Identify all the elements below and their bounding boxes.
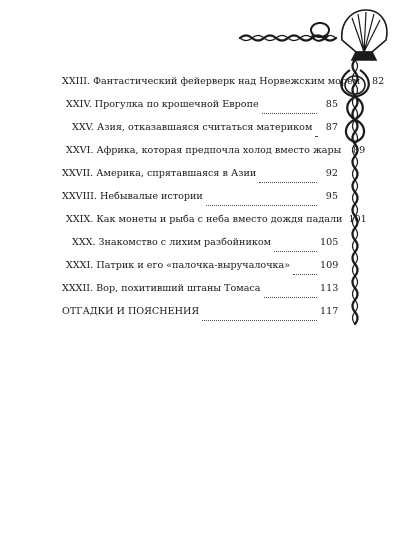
toc-entry-title: Азия, отказавшаяся считаться материком	[96, 122, 313, 133]
toc-entry-page: 101	[348, 214, 367, 225]
toc-entry	[62, 76, 385, 99]
toc-entry-title: Фантастический фейерверк над Норвежским морем	[93, 76, 361, 87]
toc-entry	[62, 145, 366, 168]
toc-leader	[274, 251, 317, 252]
toc-entry-title: ОТГАДКИ И ПОЯСНЕНИЯ	[62, 306, 200, 317]
scallop-shell-icon	[342, 10, 387, 60]
toc-entry-title: Небывалые истории	[100, 191, 203, 202]
toc-entry-page: 89	[353, 145, 366, 156]
toc-entry-page: 117	[320, 306, 339, 317]
toc-entry-title: Африка, которая предпочла холод вместо жары	[96, 145, 342, 156]
toc-entry-appendix	[62, 306, 338, 329]
toc-leader	[202, 320, 317, 321]
toc-entry	[62, 237, 338, 260]
toc-entry-title: Патрик и его «палочка-выручалочка»	[96, 260, 291, 271]
toc-entry-number: XXIV.	[66, 99, 92, 110]
toc-entry-title: Америка, спрятавшаяся в Азии	[96, 168, 257, 179]
toc-entry-number: XXIX.	[66, 214, 94, 225]
toc-entry-page: 113	[320, 283, 339, 294]
toc-entry-title: Прогулка по крошечной Европе	[94, 99, 259, 110]
toc-entry	[62, 99, 338, 122]
toc-entry-page: 92	[325, 168, 338, 179]
table-of-contents	[62, 76, 385, 329]
toc-leader	[264, 297, 317, 298]
toc-leader	[293, 274, 317, 275]
toc-entry-page: 109	[320, 260, 339, 271]
toc-leader	[315, 136, 317, 137]
toc-entry	[62, 168, 338, 191]
toc-entry-number: XXX.	[72, 237, 96, 248]
toc-leader	[206, 205, 317, 206]
toc-entry-number: XXV.	[72, 122, 94, 133]
toc-entry-title: Вор, похитивший штаны Томаса	[96, 283, 261, 294]
toc-entry-number: XXXII.	[62, 283, 94, 294]
toc-entry-page: 82	[372, 76, 385, 87]
toc-entry	[62, 283, 338, 306]
toc-leader	[259, 182, 317, 183]
toc-entry-page: 85	[325, 99, 338, 110]
toc-entry-title: Как монеты и рыба с неба вместо дождя падали	[96, 214, 343, 225]
toc-entry	[62, 191, 338, 214]
toc-entry-title: Знакомство с лихим разбойником	[98, 237, 272, 248]
toc-entry-page: 105	[320, 237, 339, 248]
toc-entry-number: XXVI.	[66, 145, 94, 156]
toc-entry-page: 95	[325, 191, 338, 202]
toc-entry-number: XXVIII.	[62, 191, 98, 202]
toc-entry	[62, 214, 367, 237]
toc-entry-number: XXIII.	[62, 76, 91, 87]
toc-entry-number: XXVII.	[62, 168, 94, 179]
toc-entry-page: 87	[325, 122, 338, 133]
toc-entry	[62, 122, 338, 145]
toc-leader	[262, 113, 317, 114]
toc-entry-number: XXXI.	[66, 260, 94, 271]
toc-entry	[62, 260, 338, 283]
